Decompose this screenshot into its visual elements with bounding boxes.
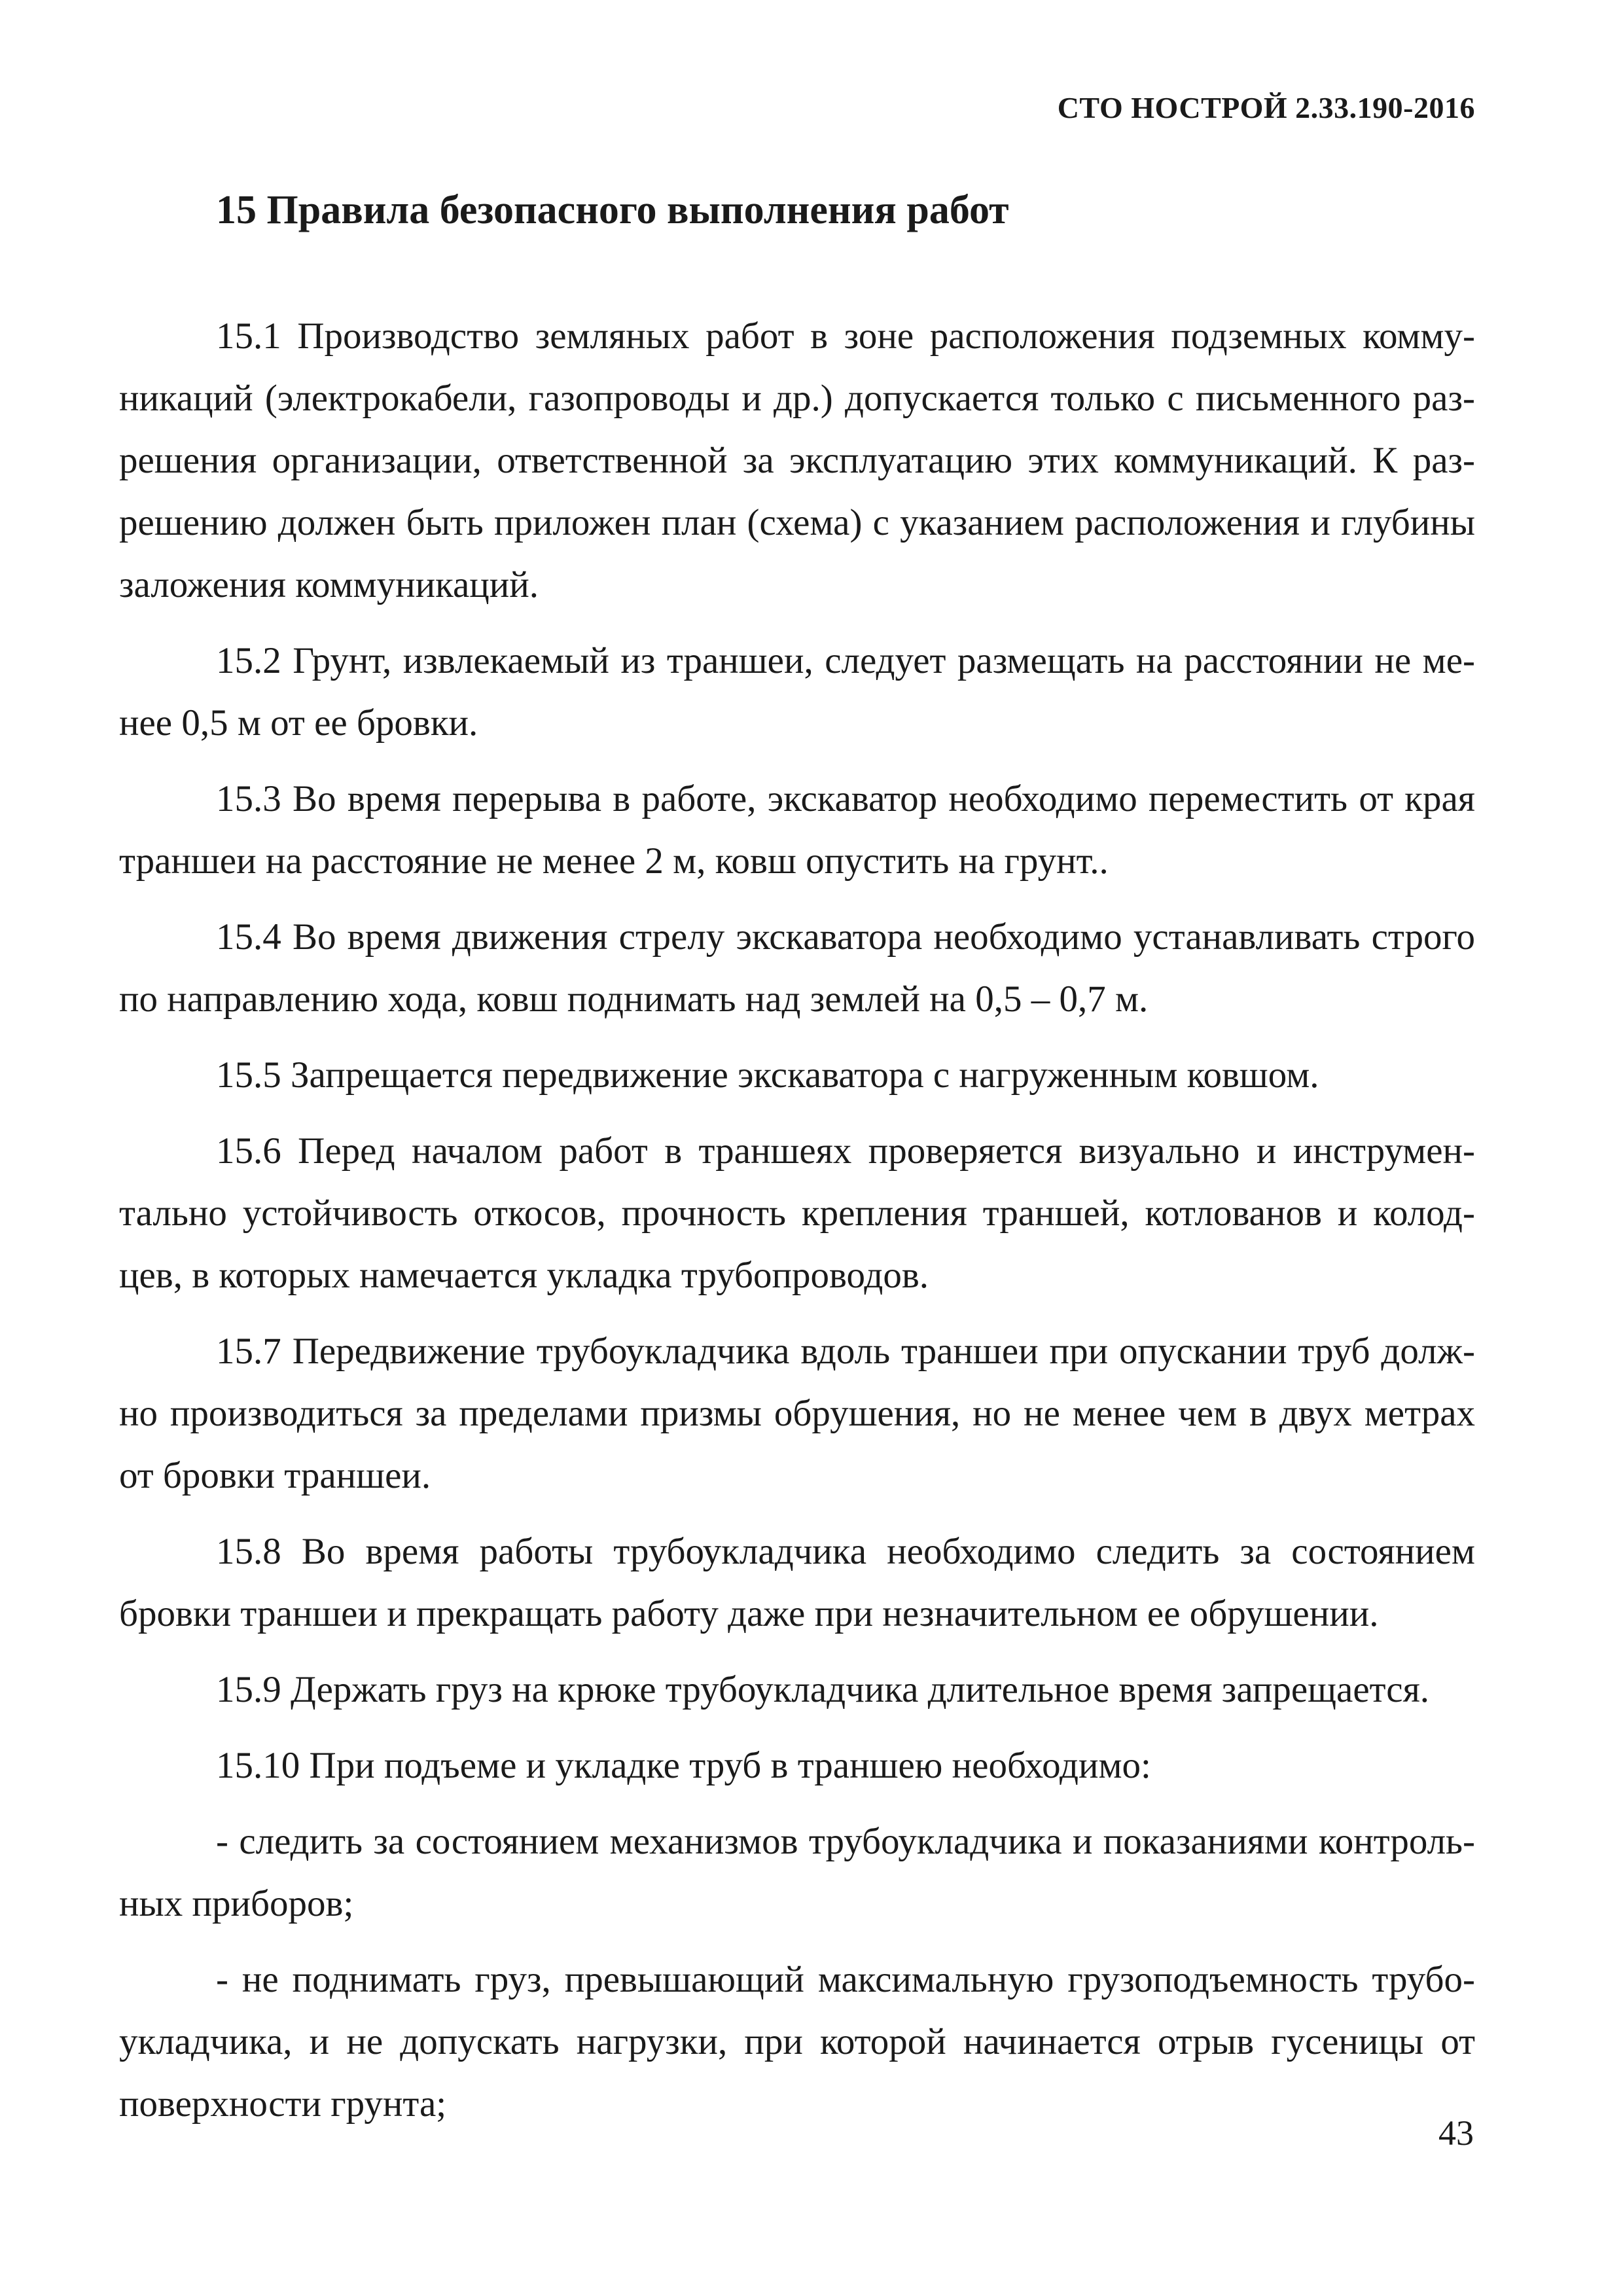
paragraph-15-1: 15.1 Производство земляных работ в зоне расположения подземных коммуникаций (электрокабели, газопроводы и др.) допускается только с письменного разрешения организации, ответственной за эксплуатацию этих коммуникаций. К разрешению должен быть приложен план (схема) с указанием расположения и глубины заложения коммуникаций. [119, 315, 1475, 605]
page-number: 43 [1438, 2113, 1474, 2153]
paragraph-15-7: 15.7 Передвижение трубоукладчика вдоль траншеи при опускании труб должно производиться за пределами призмы обрушения, но не менее чем в двух метрах от бровки траншеи. [119, 1331, 1475, 1496]
section-body [119, 305, 1475, 2149]
paragraph-15-3: 15.3 Во время перерыва в работе, экскаватор необходимо переместить от края траншеи на расстояние не менее 2 м, ковш опустить на грунт.. [119, 778, 1475, 882]
section-title: 15 Правила безопасного выполнения работ [216, 188, 1009, 232]
paragraph-15-2: 15.2 Грунт, извлекаемый из траншеи, следует размещать на расстоянии не менее 0,5 м от ее бровки. [119, 640, 1475, 744]
paragraph-15-10: 15.10 При подъеме и укладке труб в траншею необходимо: [216, 1745, 1151, 1786]
paragraph-15-6: 15.6 Перед началом работ в траншеях проверяется визуально и инструментально устойчивость откосов, прочность крепления траншей, котлованов и колодцев, в которых намечается укладка трубопроводов. [119, 1130, 1475, 1296]
list-item-load-limit: - не поднимать груз, превышающий максимальную грузоподъемность трубоукладчика, и не допускать нагрузки, при которой начинается отрыв гусеницы от поверхности грунта; [119, 1959, 1475, 2125]
paragraph-15-9: 15.9 Держать груз на крюке трубоукладчика длительное время запрещается. [216, 1669, 1430, 1710]
list-item-monitor-mechanisms: - следить за состоянием механизмов трубоукладчика и показаниями контрольных приборов; [119, 1821, 1475, 1924]
paragraph-15-5: 15.5 Запрещается передвижение экскаватора с нагруженным ковшом. [216, 1054, 1319, 1096]
document-code-header: СТО НОСТРОЙ 2.33.190-2016 [1057, 91, 1475, 124]
paragraph-15-4: 15.4 Во время движения стрелу экскаватора необходимо устанавливать строго по направлению хода, ковш поднимать над землей на 0,5 – 0,7 м. [119, 916, 1475, 1020]
paragraph-15-8: 15.8 Во время работы трубоукладчика необходимо следить за состоянием бровки траншеи и прекращать работу даже при незначительном ее обрушении. [119, 1531, 1475, 1634]
